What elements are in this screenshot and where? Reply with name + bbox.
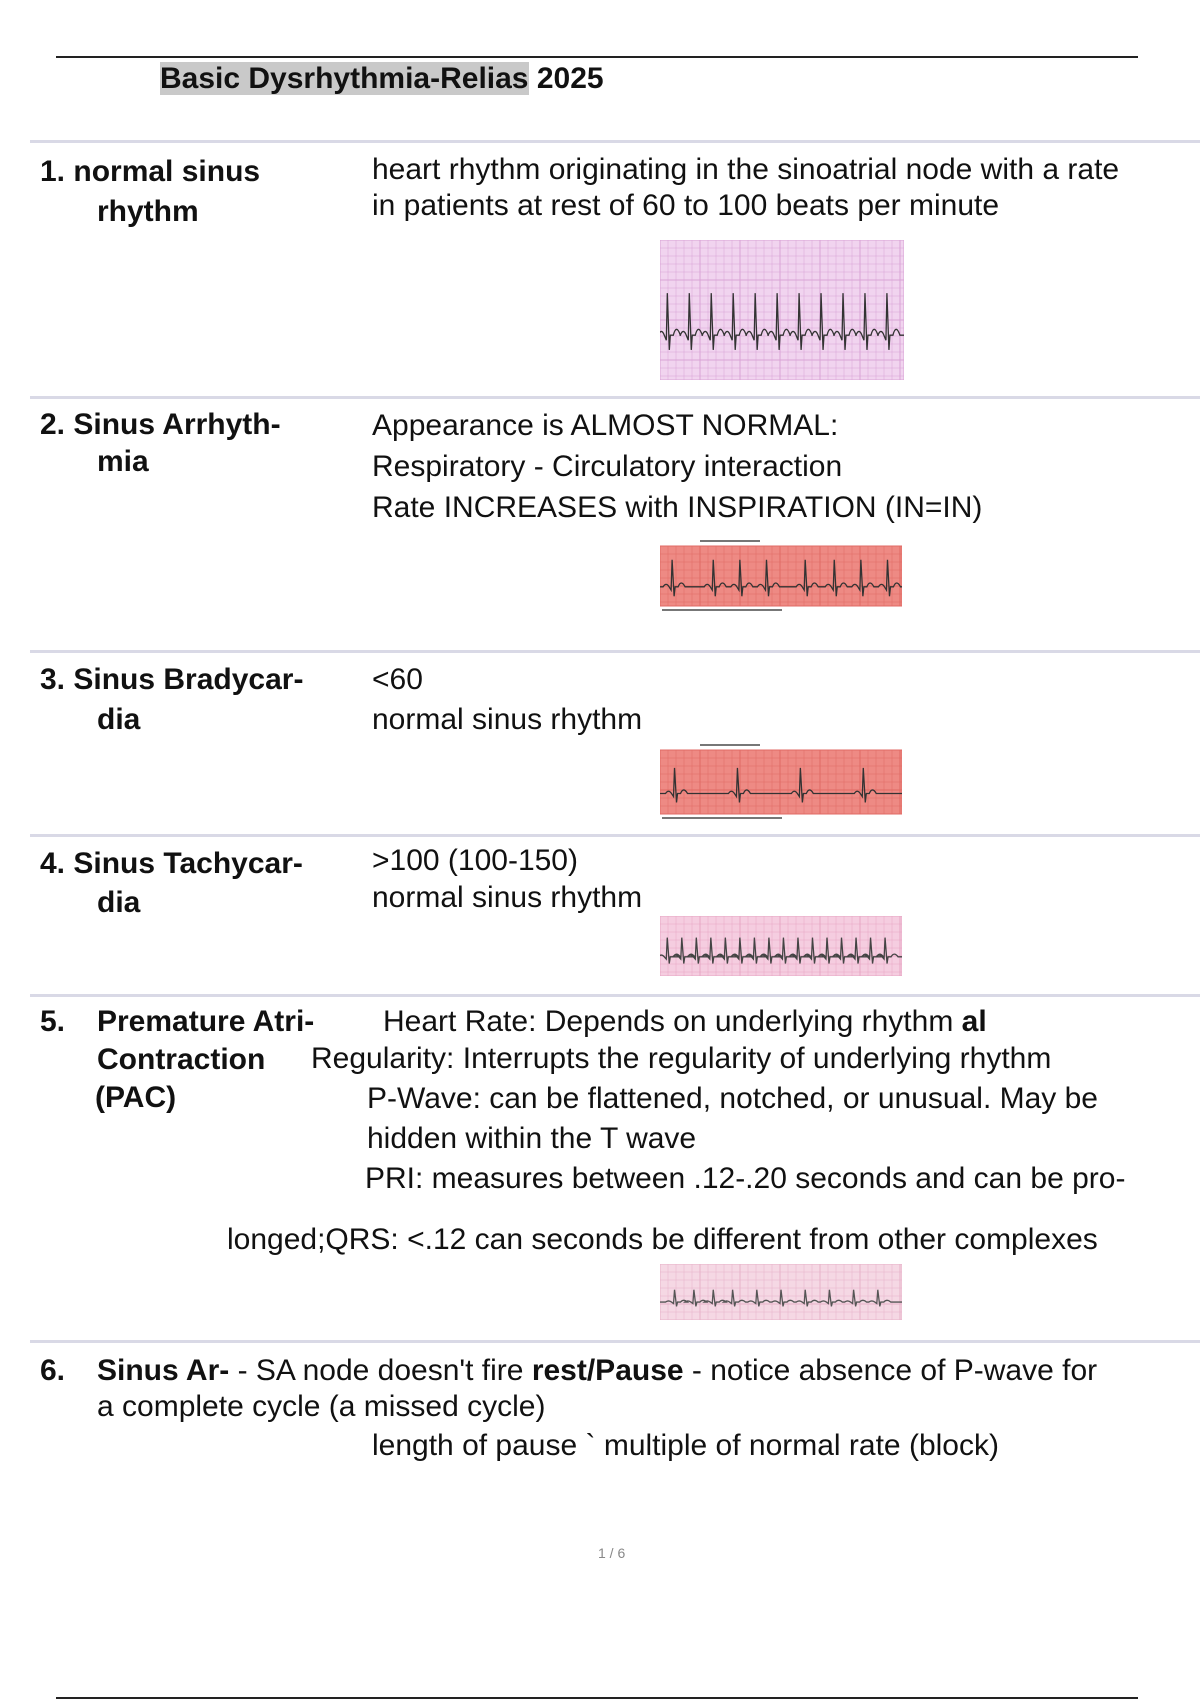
normal-sinus-strip: [660, 240, 904, 380]
row-separator: [30, 650, 1200, 653]
term-text: normal sinus: [73, 155, 261, 188]
term-number: 4.: [40, 847, 66, 880]
row-separator: [30, 834, 1200, 837]
term-6: Sinus Ar-: [97, 1354, 230, 1387]
sinus-arrhythmia-strip: [660, 538, 902, 614]
top-rule: [56, 56, 1138, 58]
definition-3-line: normal sinus rhythm: [372, 703, 643, 736]
definition-6-text: - SA node doesn't fire: [229, 1354, 532, 1387]
term-text: Sinus Arrhyth-: [73, 408, 281, 441]
term-3-cont: dia: [97, 703, 141, 736]
strip-caption-mark: [700, 744, 760, 746]
sinus-tachycardia-strip: [660, 916, 902, 976]
definition-6-bold: rest/Pause: [531, 1354, 684, 1387]
definition-4-line: normal sinus rhythm: [372, 881, 643, 914]
ecg-strip-image: [660, 916, 902, 976]
definition-6-line: a complete cycle (a missed cycle): [97, 1390, 546, 1423]
term-5: Premature Atri-: [97, 1005, 315, 1038]
row-separator: [30, 140, 1200, 143]
definition-5-bold: al: [961, 1005, 987, 1038]
page-title-highlight: Basic Dysrhythmia-Relias: [160, 62, 529, 95]
definition-5-text: Heart Rate: Depends on underlying rhythm: [383, 1005, 962, 1038]
term-number: 1.: [40, 155, 66, 188]
term-number: 2.: [40, 408, 66, 441]
term-2-cont: mia: [97, 445, 149, 478]
definition-5-line: longed;QRS: <.12 can seconds be different from other complexes: [227, 1223, 1098, 1256]
page-title-year: 2025: [528, 62, 604, 95]
definition-2-line: Respiratory - Circulatory interaction: [372, 450, 843, 483]
term-5-cont: (PAC): [95, 1081, 177, 1114]
definition-3-line: <60: [372, 663, 423, 696]
row-separator: [30, 396, 1200, 399]
definition-5-line: hidden within the T wave: [367, 1122, 697, 1155]
definition-6-text: - notice absence of P-wave for: [683, 1354, 1098, 1387]
definition-6-line: length of pause ` multiple of normal rate (block): [372, 1429, 999, 1462]
definition-2-line: Appearance is ALMOST NORMAL:: [372, 409, 839, 442]
definition-5-line: [383, 1004, 987, 1040]
term-text: Sinus Tachycar-: [73, 847, 303, 880]
term-5-number: 5.: [40, 1005, 66, 1038]
term-number: 3.: [40, 663, 66, 696]
row-separator: [30, 1340, 1200, 1343]
term-1-cont: rhythm: [97, 195, 199, 228]
page-title: [160, 62, 604, 96]
bottom-rule: [56, 1697, 1138, 1699]
page-number: 1 / 6: [598, 1545, 626, 1561]
ecg-strip-image: [660, 1264, 902, 1320]
sinus-bradycardia-strip: [660, 742, 902, 822]
term-1: [40, 152, 260, 192]
ecg-strip-image: [660, 742, 902, 822]
ecg-strip-image: [660, 538, 902, 614]
definition-5-line: PRI: measures between .12-.20 seconds and can be pro-: [365, 1162, 1126, 1195]
strip-background: [660, 546, 902, 606]
definition-2-line: Rate INCREASES with INSPIRATION (IN=IN): [372, 491, 983, 524]
term-4-cont: dia: [97, 886, 141, 919]
ecg-strip-image: [660, 240, 904, 380]
definition-1-line: in patients at rest of 60 to 100 beats per minute: [372, 189, 1000, 222]
definition-5-line: Regularity: Interrupts the regularity of underlying rhythm: [311, 1042, 1052, 1075]
strip-caption-mark: [700, 540, 760, 542]
strip-caption-mark: [662, 609, 782, 611]
pac-strip: [660, 1264, 902, 1320]
definition-4-line: >100 (100-150): [372, 844, 578, 877]
row-separator: [30, 994, 1200, 997]
term-text: Sinus Bradycar-: [73, 663, 304, 696]
term-5-cont: Contraction: [97, 1043, 266, 1076]
term-4: [40, 844, 303, 884]
definition-6-line: [97, 1353, 1097, 1389]
definition-1-line: heart rhythm originating in the sinoatrial node with a rate: [372, 153, 1120, 186]
term-3: [40, 660, 303, 700]
strip-caption-mark: [662, 817, 782, 819]
term-2: [40, 405, 281, 445]
strip-background: [660, 240, 904, 380]
definition-5-line: P-Wave: can be flattened, notched, or unusual. May be: [367, 1082, 1098, 1115]
term-6-number: 6.: [40, 1354, 66, 1387]
